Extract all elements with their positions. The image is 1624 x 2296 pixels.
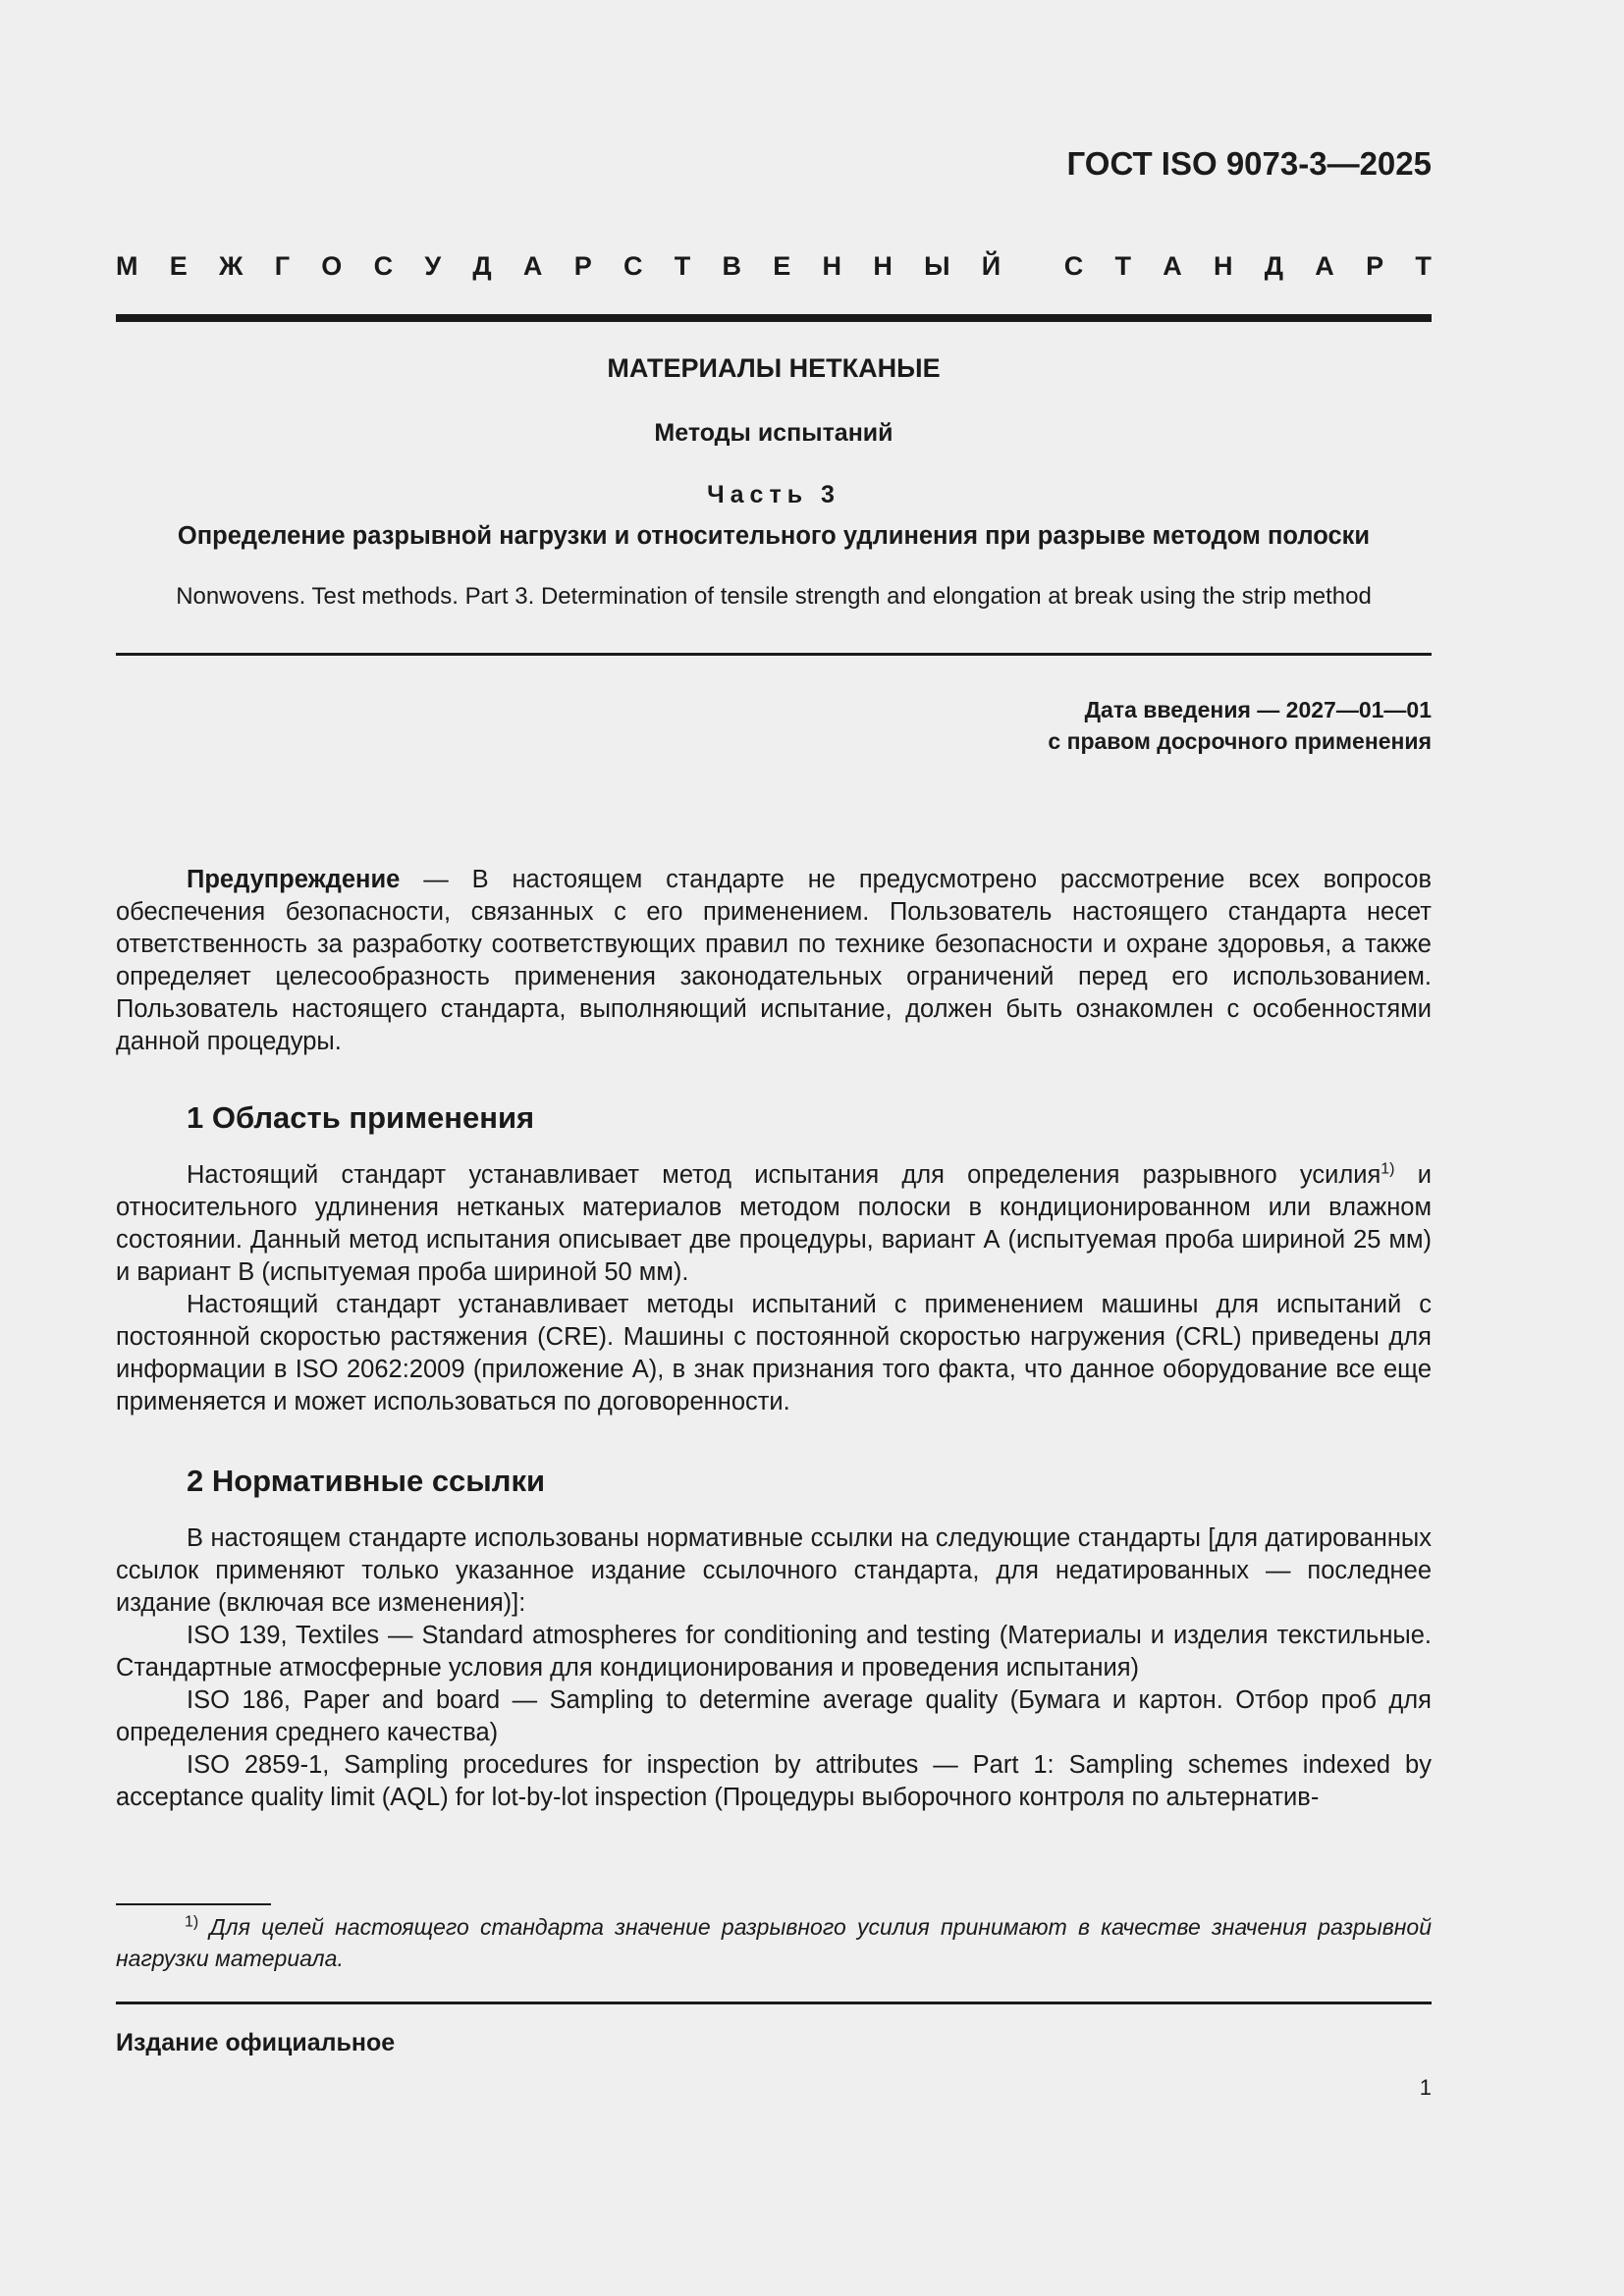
heading-letter: Г [274,251,291,281]
footnote-text: Для целей настоящего стандарта значение разрывного усилия принимают в качестве значения разрывной нагрузки материала. [116,1914,1432,1971]
heading-letter: Т [1415,251,1432,281]
footer-rule [116,2002,1432,2004]
heading-letter: Н [873,251,893,281]
header-rule [116,314,1432,322]
section-1-body [116,1159,1432,1418]
title-sub: Методы испытаний [654,419,893,447]
warning-paragraph [116,864,1432,1058]
section-1-heading: 1 Область применения [187,1100,535,1135]
title-main: МАТЕРИАЛЫ НЕТКАНЫЕ [607,353,941,383]
introduction-date-line: Дата введения — 2027—01—01 [1084,697,1432,722]
section-1-paragraph-2: Настоящий стандарт устанавливает методы испытаний с применением машины для испытаний с постоянной скоростью растяжения (CRE). Машины с постоянной скоростью нагружения (CRL) приведены для информации в ISO 2062:2009 (приложение А), в знак признания того факта, что данное оборудование все еще применяется и может использоваться по договоренности. [116,1291,1432,1415]
heading-letter: М [116,251,138,281]
heading-letter: С [373,251,394,281]
page-number: 1 [1419,2075,1432,2100]
introduction-date [1048,694,1432,757]
heading-letter: А [1315,251,1334,281]
heading-letter: Р [1366,251,1384,281]
warning-text: — В настоящем стандарте не предусмотрено рассмотрение всех вопросов обеспечения безопасности, связанных с его применением. Пользователь настоящего стандарта несет ответственность за разработку соответствующих правил по технике безопасности и охране здоровья, а также определяет целесообразность применения законодательных ограничений перед его использованием. Пользователь настоящего стандарта, выполняющий испытание, должен быть ознакомлен с особенностями данной процедуры. [116,866,1432,1055]
heading-letter: У [424,251,442,281]
heading-letter: О [321,251,343,281]
official-edition-label: Издание официальное [116,2029,396,2056]
title-part: Часть 3 [707,481,840,508]
heading-letter: Е [169,251,188,281]
heading-letter: А [522,251,543,281]
heading-letter: Й [981,251,1001,281]
heading-letter: Т [674,251,691,281]
heading-letter: С [623,251,643,281]
section-2-body [116,1522,1432,1814]
title-english: Nonwovens. Test methods. Part 3. Determination of tensile strength and elongation at break using the strip method [176,583,1372,610]
heading-letter: Н [822,251,842,281]
heading-letter: А [1163,251,1182,281]
reference-item: ISO 2859-1, Sampling procedures for inspection by attributes — Part 1: Sampling schemes indexed by acceptance quality limit (AQL) for lot-by-lot inspection (Процедуры выборочного контроля по альтернатив- [116,1751,1432,1811]
title-rule [116,653,1432,656]
heading-letter: Т [1114,251,1131,281]
reference-item: ISO 139, Textiles — Standard atmospheres for conditioning and testing (Материалы и изделия текстильные. Стандартные атмосферные условия для кондиционирования и проведения испытания) [116,1622,1432,1682]
section-2-heading: 2 Нормативные ссылки [187,1464,546,1498]
heading-letter: С [1063,251,1084,281]
heading-letter: В [722,251,741,281]
section-1-paragraph-1: Настоящий стандарт устанавливает метод испытания для определения разрывного усилия$^{1)}$ и относительного удлинения нетканых материалов методом полоски в кондиционированном или влажном состоянии. Данный метод испытания описывает две процедуры, вариант А (испытуемая проба шириной 25 мм) и вариант В (испытуемая проба шириной 50 мм). [116,1160,1432,1286]
heading-letter: Д [1264,251,1284,281]
standard-type-heading [116,251,1432,282]
heading-letter: Н [1214,251,1233,281]
footnote-separator [116,1903,271,1905]
reference-item: ISO 186, Paper and board — Sampling to determine average quality (Бумага и картон. Отбор проб для определения среднего качества) [116,1686,1432,1746]
footnote-marker: 1) [185,1913,199,1931]
footnote-ref: 1) [1380,1160,1395,1178]
footnote [116,1911,1432,1974]
heading-letter: Е [773,251,791,281]
heading-letter: Ж [219,251,244,281]
early-application-line: с правом досрочного применения [1048,728,1432,754]
warning-label: Предупреждение [187,866,401,893]
section-2-intro: В настоящем стандарте использованы нормативные ссылки на следующие стандарты [для датированных ссылок применяют только указанное издание ссылочного стандарта, для недатированных — последнее издание (включая все изменения)]: [116,1524,1432,1617]
title-part-name: Определение разрывной нагрузки и относительного удлинения при разрыве методом полоски [177,522,1371,550]
heading-letter: Р [573,251,592,281]
heading-letter: Д [472,251,492,281]
heading-letter: Ы [924,251,950,281]
standard-designation: ГОСТ ISO 9073-3—2025 [1066,145,1432,182]
